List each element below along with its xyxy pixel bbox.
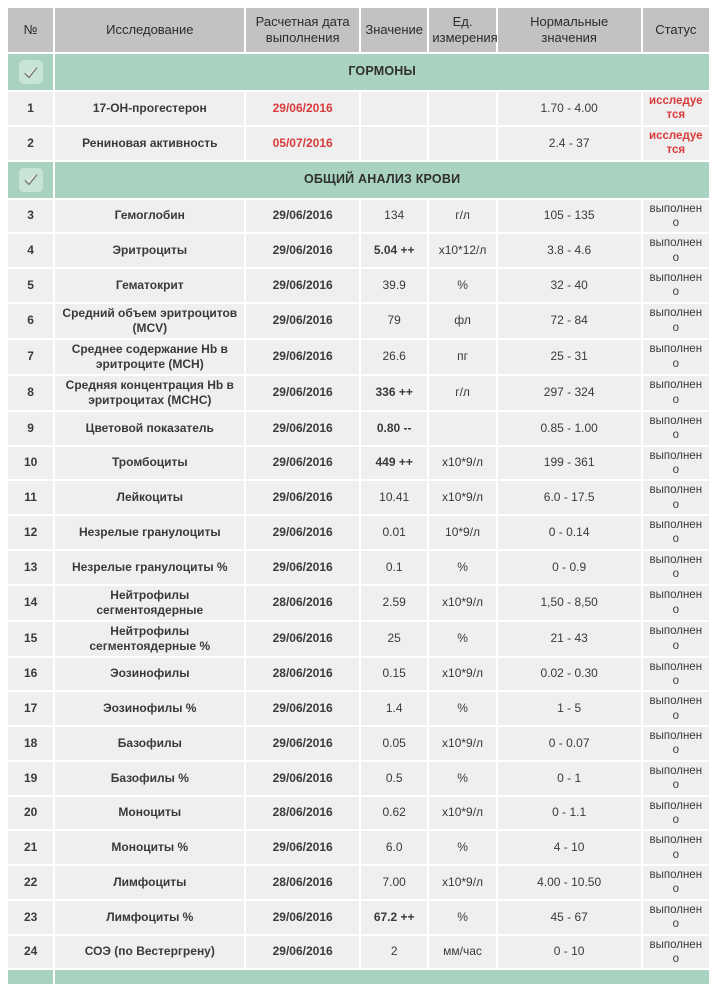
row-number-cell: 6 xyxy=(8,304,53,338)
table-row xyxy=(8,516,709,549)
value-cell: 449 ++ xyxy=(361,447,427,480)
normal-range-cell: 0 - 1 xyxy=(498,762,641,795)
date-cell: 29/06/2016 xyxy=(246,692,359,725)
table-row xyxy=(8,622,709,656)
row-number-cell: 10 xyxy=(8,447,53,480)
test-name-cell: Гемоглобин xyxy=(55,200,244,233)
normal-range-cell: 105 - 135 xyxy=(498,200,641,233)
unit-cell: г/л xyxy=(429,200,495,233)
date-cell: 29/06/2016 xyxy=(246,269,359,302)
col-header-date: Расчетная дата выполнения xyxy=(246,8,359,52)
col-header-name: Исследование xyxy=(55,8,244,52)
unit-cell: % xyxy=(429,831,495,864)
normal-range-cell: 72 - 84 xyxy=(498,304,641,338)
date-cell: 29/06/2016 xyxy=(246,92,359,125)
table-row xyxy=(8,797,709,830)
normal-range-cell: 2.4 - 37 xyxy=(498,127,641,160)
unit-cell: x10*9/л xyxy=(429,658,495,691)
status-cell: выполнено xyxy=(643,412,709,445)
unit-cell: г/л xyxy=(429,376,495,410)
value-cell: 2 xyxy=(361,936,427,969)
date-cell: 29/06/2016 xyxy=(246,234,359,267)
normal-range-cell: 1,50 - 8,50 xyxy=(498,586,641,620)
value-cell: 336 ++ xyxy=(361,376,427,410)
value-cell: 0.05 xyxy=(361,727,427,760)
table-row xyxy=(8,412,709,445)
row-number-cell: 7 xyxy=(8,340,53,374)
normal-range-cell: 0.85 - 1.00 xyxy=(498,412,641,445)
value-cell xyxy=(361,127,427,160)
status-cell: выполнено xyxy=(643,797,709,830)
unit-cell: x10*9/л xyxy=(429,866,495,899)
date-cell: 29/06/2016 xyxy=(246,376,359,410)
row-number-cell: 4 xyxy=(8,234,53,267)
test-name-cell: 17-ОН-прогестерон xyxy=(55,92,244,125)
date-cell: 28/06/2016 xyxy=(246,658,359,691)
row-number-cell: 2 xyxy=(8,127,53,160)
date-cell: 05/07/2016 xyxy=(246,127,359,160)
test-name-cell: Моноциты xyxy=(55,797,244,830)
date-cell: 29/06/2016 xyxy=(246,412,359,445)
status-cell: выполнено xyxy=(643,762,709,795)
value-cell: 10.41 xyxy=(361,481,427,514)
test-name-cell: Среднее содержание Hb в эритроците (MCH) xyxy=(55,340,244,374)
col-header-num: № xyxy=(8,8,53,52)
table-row xyxy=(8,304,709,338)
date-cell: 28/06/2016 xyxy=(246,866,359,899)
normal-range-cell: 4.00 - 10.50 xyxy=(498,866,641,899)
date-cell: 29/06/2016 xyxy=(246,622,359,656)
test-name-cell: Лимфоциты % xyxy=(55,901,244,934)
value-cell: 0.62 xyxy=(361,797,427,830)
value-cell: 0.80 -- xyxy=(361,412,427,445)
value-cell: 134 xyxy=(361,200,427,233)
row-number-cell: 11 xyxy=(8,481,53,514)
date-cell: 29/06/2016 xyxy=(246,901,359,934)
status-cell: выполнено xyxy=(643,481,709,514)
status-cell: выполнено xyxy=(643,516,709,549)
date-cell: 28/06/2016 xyxy=(246,586,359,620)
unit-cell: % xyxy=(429,551,495,584)
unit-cell: x10*12/л xyxy=(429,234,495,267)
test-name-cell: Эозинофилы xyxy=(55,658,244,691)
status-cell: выполнено xyxy=(643,376,709,410)
row-number-cell: 21 xyxy=(8,831,53,864)
normal-range-cell: 0.02 - 0.30 xyxy=(498,658,641,691)
value-cell: 0.5 xyxy=(361,762,427,795)
table-row xyxy=(8,127,709,160)
date-cell: 29/06/2016 xyxy=(246,936,359,969)
col-header-normal: Нормальные значения xyxy=(498,8,641,52)
normal-range-cell: 1 - 5 xyxy=(498,692,641,725)
section-title: ГОРМОНЫ xyxy=(55,54,709,90)
row-number-cell: 13 xyxy=(8,551,53,584)
test-name-cell: Лейкоциты xyxy=(55,481,244,514)
row-number-cell: 12 xyxy=(8,516,53,549)
col-header-unit: Ед. измерения xyxy=(429,8,495,52)
value-cell: 79 xyxy=(361,304,427,338)
date-cell: 29/06/2016 xyxy=(246,447,359,480)
unit-cell: x10*9/л xyxy=(429,797,495,830)
status-cell: выполнено xyxy=(643,340,709,374)
row-number-cell: 5 xyxy=(8,269,53,302)
normal-range-cell: 0 - 0.07 xyxy=(498,727,641,760)
status-cell: выполнено xyxy=(643,304,709,338)
row-number-cell: 15 xyxy=(8,622,53,656)
test-name-cell: Базофилы % xyxy=(55,762,244,795)
unit-cell: % xyxy=(429,692,495,725)
unit-cell: x10*9/л xyxy=(429,586,495,620)
date-cell: 29/06/2016 xyxy=(246,340,359,374)
unit-cell: x10*9/л xyxy=(429,727,495,760)
row-number-cell: 9 xyxy=(8,412,53,445)
normal-range-cell: 45 - 67 xyxy=(498,901,641,934)
status-cell: исследуется xyxy=(643,92,709,125)
lab-results-table xyxy=(6,6,711,986)
status-cell: выполнено xyxy=(643,831,709,864)
status-cell: выполнено xyxy=(643,727,709,760)
test-name-cell: Рениновая активность xyxy=(55,127,244,160)
unit-cell: % xyxy=(429,269,495,302)
value-cell: 67.2 ++ xyxy=(361,901,427,934)
status-cell: выполнено xyxy=(643,866,709,899)
header-row xyxy=(8,8,709,52)
table-row xyxy=(8,727,709,760)
row-number-cell: 8 xyxy=(8,376,53,410)
date-cell: 29/06/2016 xyxy=(246,831,359,864)
value-cell: 6.0 xyxy=(361,831,427,864)
normal-range-cell: 21 - 43 xyxy=(498,622,641,656)
date-cell: 29/06/2016 xyxy=(246,516,359,549)
normal-range-cell: 32 - 40 xyxy=(498,269,641,302)
row-number-cell: 17 xyxy=(8,692,53,725)
table-row xyxy=(8,901,709,934)
test-name-cell: Лимфоциты xyxy=(55,866,244,899)
status-cell: выполнено xyxy=(643,551,709,584)
value-cell: 0.1 xyxy=(361,551,427,584)
normal-range-cell: 6.0 - 17.5 xyxy=(498,481,641,514)
unit-cell: % xyxy=(429,901,495,934)
normal-range-cell: 0 - 1.1 xyxy=(498,797,641,830)
value-cell: 0.01 xyxy=(361,516,427,549)
value-cell: 25 xyxy=(361,622,427,656)
table-row xyxy=(8,92,709,125)
value-cell: 5.04 ++ xyxy=(361,234,427,267)
status-cell: исследуется xyxy=(643,127,709,160)
unit-cell xyxy=(429,412,495,445)
table-row xyxy=(8,340,709,374)
section-row xyxy=(8,54,709,90)
row-number-cell: 23 xyxy=(8,901,53,934)
section-title: ОБЩИЙ АНАЛИЗ КРОВИ xyxy=(55,162,709,198)
date-cell: 29/06/2016 xyxy=(246,727,359,760)
table-row xyxy=(8,831,709,864)
test-name-cell: Средний объем эритроцитов (MCV) xyxy=(55,304,244,338)
row-number-cell: 16 xyxy=(8,658,53,691)
row-number-cell: 18 xyxy=(8,727,53,760)
col-header-status: Статус xyxy=(643,8,709,52)
status-cell: выполнено xyxy=(643,234,709,267)
test-name-cell: Нейтрофилы сегментоядерные xyxy=(55,586,244,620)
date-cell: 29/06/2016 xyxy=(246,200,359,233)
normal-range-cell: 4 - 10 xyxy=(498,831,641,864)
test-name-cell: СОЭ (по Вестергрену) xyxy=(55,936,244,969)
unit-cell xyxy=(429,92,495,125)
unit-cell: 10*9/л xyxy=(429,516,495,549)
row-number-cell: 14 xyxy=(8,586,53,620)
section-row xyxy=(8,162,709,198)
test-name-cell: Средняя концентрация Hb в эритроцитах (MCHC) xyxy=(55,376,244,410)
table-row xyxy=(8,269,709,302)
test-name-cell: Нейтрофилы сегментоядерные % xyxy=(55,622,244,656)
date-cell: 29/06/2016 xyxy=(246,762,359,795)
section-check-cell xyxy=(8,54,53,90)
section-check-cell xyxy=(8,162,53,198)
unit-cell: фл xyxy=(429,304,495,338)
date-cell: 29/06/2016 xyxy=(246,304,359,338)
status-cell: выполнено xyxy=(643,269,709,302)
date-cell: 29/06/2016 xyxy=(246,481,359,514)
normal-range-cell: 3.8 - 4.6 xyxy=(498,234,641,267)
table-row xyxy=(8,658,709,691)
double-check-icon[interactable] xyxy=(19,60,43,84)
normal-range-cell: 199 - 361 xyxy=(498,447,641,480)
normal-range-cell: 0 - 0.9 xyxy=(498,551,641,584)
double-check-icon[interactable] xyxy=(19,168,43,192)
unit-cell xyxy=(429,127,495,160)
table-row xyxy=(8,481,709,514)
normal-range-cell: 297 - 324 xyxy=(498,376,641,410)
section-title xyxy=(55,970,709,984)
test-name-cell: Незрелые гранулоциты xyxy=(55,516,244,549)
row-number-cell: 20 xyxy=(8,797,53,830)
value-cell: 39.9 xyxy=(361,269,427,302)
normal-range-cell: 25 - 31 xyxy=(498,340,641,374)
unit-cell: % xyxy=(429,622,495,656)
table-row xyxy=(8,936,709,969)
status-cell: выполнено xyxy=(643,692,709,725)
col-header-value: Значение xyxy=(361,8,427,52)
table-row xyxy=(8,200,709,233)
row-number-cell: 24 xyxy=(8,936,53,969)
row-number-cell: 1 xyxy=(8,92,53,125)
normal-range-cell: 0 - 10 xyxy=(498,936,641,969)
table-row xyxy=(8,692,709,725)
status-cell: выполнено xyxy=(643,447,709,480)
status-cell: выполнено xyxy=(643,586,709,620)
test-name-cell: Моноциты % xyxy=(55,831,244,864)
unit-cell: x10*9/л xyxy=(429,447,495,480)
section-row xyxy=(8,970,709,984)
table-row xyxy=(8,234,709,267)
unit-cell: x10*9/л xyxy=(429,481,495,514)
status-cell: выполнено xyxy=(643,901,709,934)
test-name-cell: Тромбоциты xyxy=(55,447,244,480)
status-cell: выполнено xyxy=(643,200,709,233)
unit-cell: мм/час xyxy=(429,936,495,969)
test-name-cell: Базофилы xyxy=(55,727,244,760)
value-cell: 7.00 xyxy=(361,866,427,899)
table-row xyxy=(8,866,709,899)
table-row xyxy=(8,762,709,795)
status-cell: выполнено xyxy=(643,622,709,656)
table-header xyxy=(8,8,709,52)
table-row xyxy=(8,376,709,410)
status-cell: выполнено xyxy=(643,936,709,969)
table-row xyxy=(8,586,709,620)
test-name-cell: Эритроциты xyxy=(55,234,244,267)
test-name-cell: Незрелые гранулоциты % xyxy=(55,551,244,584)
table-row xyxy=(8,447,709,480)
test-name-cell: Гематокрит xyxy=(55,269,244,302)
table-row xyxy=(8,551,709,584)
normal-range-cell: 0 - 0.14 xyxy=(498,516,641,549)
section-check-cell xyxy=(8,970,53,984)
value-cell xyxy=(361,92,427,125)
table-body xyxy=(8,54,709,984)
row-number-cell: 19 xyxy=(8,762,53,795)
status-cell: выполнено xyxy=(643,658,709,691)
value-cell: 1.4 xyxy=(361,692,427,725)
row-number-cell: 3 xyxy=(8,200,53,233)
unit-cell: пг xyxy=(429,340,495,374)
normal-range-cell: 1.70 - 4.00 xyxy=(498,92,641,125)
test-name-cell: Эозинофилы % xyxy=(55,692,244,725)
value-cell: 2.59 xyxy=(361,586,427,620)
date-cell: 29/06/2016 xyxy=(246,551,359,584)
unit-cell: % xyxy=(429,762,495,795)
row-number-cell: 22 xyxy=(8,866,53,899)
test-name-cell: Цветовой показатель xyxy=(55,412,244,445)
date-cell: 28/06/2016 xyxy=(246,797,359,830)
value-cell: 0.15 xyxy=(361,658,427,691)
value-cell: 26.6 xyxy=(361,340,427,374)
